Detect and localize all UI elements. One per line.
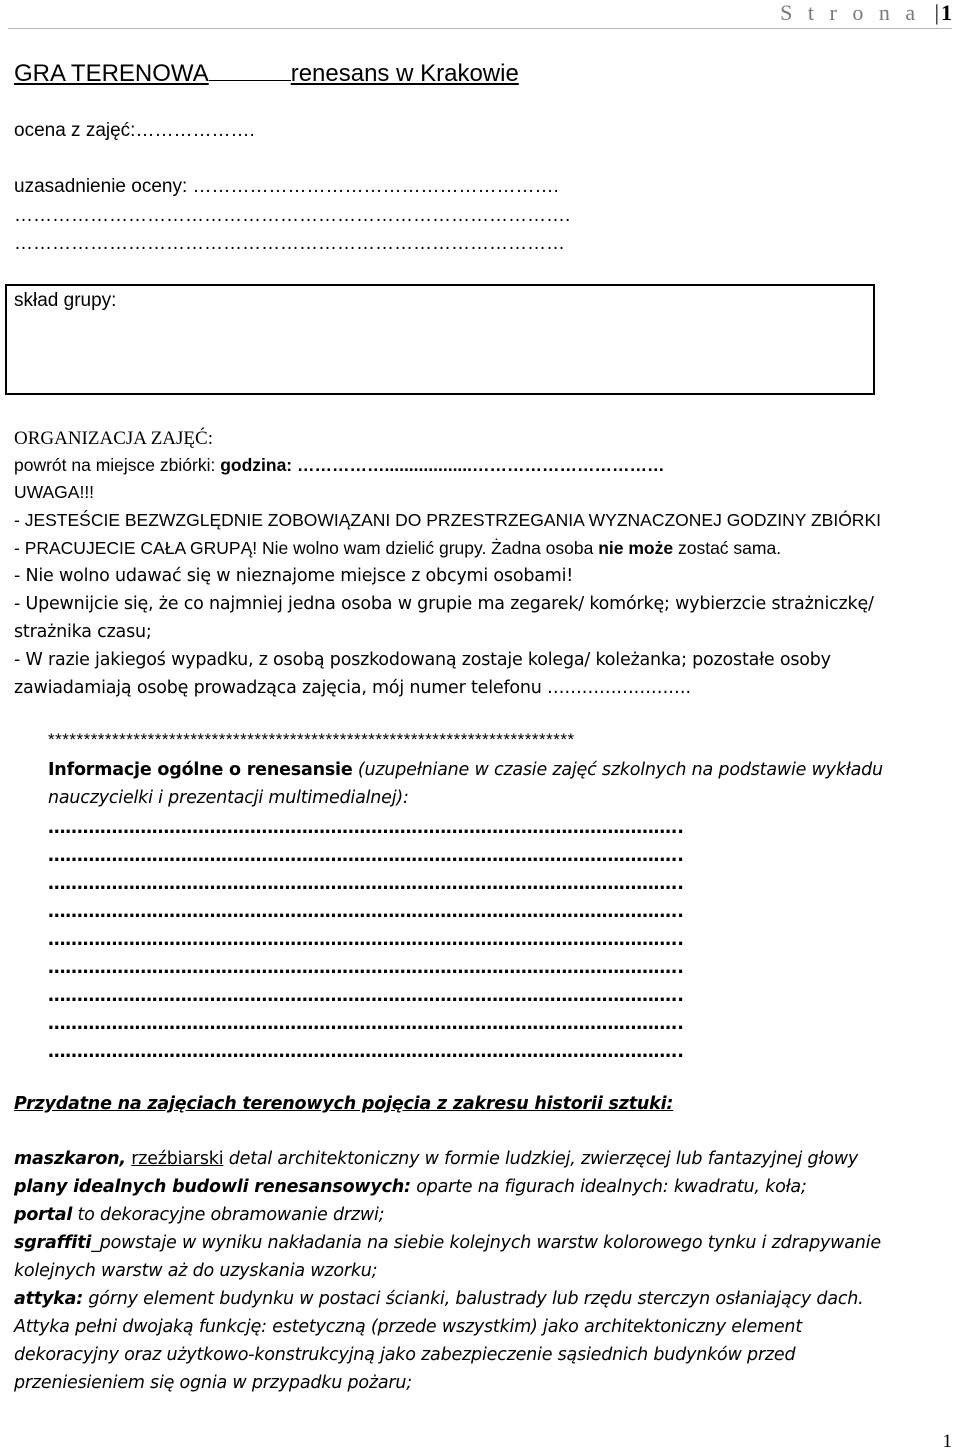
attyka-more-line-3: przeniesieniem się ognia w przypadku pożaru; [14,1373,412,1393]
glossary-sgraffiti [14,1233,881,1253]
link-rzezbiarski[interactable]: rzeźbiarski [131,1149,224,1169]
glossary-attyka [14,1289,864,1309]
info-dot-line[interactable]: ……………………………………………………………………………………………….. [48,818,684,838]
glossary-maszkaron [14,1149,858,1169]
info-dot-line[interactable]: ……………………………………………………………………………………………….. [48,846,684,866]
info-heading-bold: Informacje ogólne o renesansie [48,760,353,780]
glossary-portal [14,1205,384,1225]
title-left: GRA TERENOWA [14,60,209,87]
page-header [780,0,952,26]
info-dot-line[interactable]: ……………………………………………………………………………………………….. [48,902,684,922]
rule-2-text-a: - PRACUJECIE CAŁA GRUPĄ! Nie wolno wam dzielić grupy. Żadna osoba [14,538,599,558]
rule-2 [14,538,781,559]
return-time-field[interactable]: godzina: ……………..................…………………………… [220,455,665,475]
return-time-line [14,455,665,476]
document-title [14,58,519,88]
glossary-plany [14,1177,807,1197]
rule-2-emphasis: nie może [598,538,674,558]
rule-4-line-2: strażnika czasu; [14,622,152,642]
group-members-box[interactable] [5,284,875,395]
def-sgraffiti: _powstaje w wyniku nakładania na siebie kolejnych warstw kolorowego tynku i zdrapywanie [91,1233,881,1253]
attyka-more-line-2: dekoracyjny oraz użytkowo-konstrukcyjną jako zabezpieczenie sąsiednich budynków przed [14,1345,796,1365]
rule-3: - Nie wolno udawać się w nieznajome miejsce z obcymi osobami! [14,566,574,586]
attyka-more-line-1: Attyka pełni dwojaką funkcję: estetyczną (przede wszystkim) jako architektoniczny element [14,1317,802,1337]
info-dot-line[interactable]: ……………………………………………………………………………………………….. [48,1042,684,1062]
grade-line[interactable]: ocena z zajęć:………………. [14,120,255,141]
footer-page-number: 1 [942,1431,952,1452]
info-dot-line[interactable]: ……………………………………………………………………………………………….. [48,1014,684,1034]
info-dot-line[interactable]: ……………………………………………………………………………………………….. [48,958,684,978]
def-maszkaron: detal architektoniczny w formie ludzkiej, zwierzęcej lub fantazyjnej głowy [223,1149,859,1169]
info-dot-line[interactable]: ……………………………………………………………………………………………….. [48,986,684,1006]
title-right: renesans w Krakowie [290,60,519,87]
rule-2-text-c: zostać sama. [673,538,782,558]
term-portal: portal [14,1205,73,1225]
rule-4-line-1: - Upewnijcie się, że co najmniej jedna osoba w grupie ma zegarek/ komórkę; wybierzcie strażniczkę/ [14,594,874,614]
rule-5-line-2: zawiadamiają osobę prowadząca zajęcia, mój numer telefonu ……………………. [14,678,691,698]
header-divider [8,28,952,29]
term-maszkaron: maszkaron, [14,1149,126,1169]
organization-heading: ORGANIZACJA ZAJĘĆ: [14,428,213,449]
info-dot-line[interactable]: ……………………………………………………………………………………………….. [48,874,684,894]
justification-dots-1[interactable]: ……………………………………………………………………………. [14,205,571,226]
info-heading-line-2: nauczycielki i prezentacji multimedialnej): [48,788,409,808]
justification-dots-2[interactable]: …………………………………………………………………………… [14,233,565,254]
star-separator: ************************************************************************** [48,730,575,749]
glossary-heading: Przydatne na zajęciach terenowych pojęcia z zakresu historii sztuki: [14,1094,674,1114]
info-heading-line-1 [48,760,883,780]
def-attyka: górny element budynku w postaci ścianki, balustrady lub rzędu sterczyn osłaniający dach. [83,1289,864,1309]
info-heading-italic: (uzupełniane w czasie zajęć szkolnych na podstawie wykładu [352,760,883,780]
term-sgraffiti: sgraffiti [14,1233,92,1253]
def-sgraffiti-line-2: kolejnych warstw aż do uzyskania wzorku; [14,1261,378,1281]
title-underline-gap [209,58,291,81]
page-label: S t r o n a [780,0,921,25]
rule-1: - JESTEŚCIE BEZWZGLĘDNIE ZOBOWIĄZANI DO PRZESTRZEGANIA WYZNACZONEJ GODZINY ZBIÓRKI [14,510,881,530]
return-time-prefix: powrót na miejsce zbiórki: [14,455,221,475]
page-separator: | [934,0,939,25]
rule-5-line-1: - W razie jakiegoś wypadku, z osobą poszkodowaną zostaje kolega/ koleżanka; pozostałe osoby [14,650,831,670]
justification-line[interactable]: uzasadnienie oceny: …………………………………………………. [14,176,559,197]
def-plany: oparte na figurach idealnych: kwadratu, koła; [410,1177,807,1197]
group-label: skład grupy: [14,290,117,311]
info-dot-line[interactable]: ……………………………………………………………………………………………….. [48,930,684,950]
def-portal: to dekoracyjne obramowanie drzwi; [72,1205,385,1225]
page-number: 1 [941,0,952,25]
term-attyka: attyka: [14,1289,83,1309]
attention-label: UWAGA!!! [14,482,95,502]
term-plany: plany idealnych budowli renesansowych: [14,1177,411,1197]
